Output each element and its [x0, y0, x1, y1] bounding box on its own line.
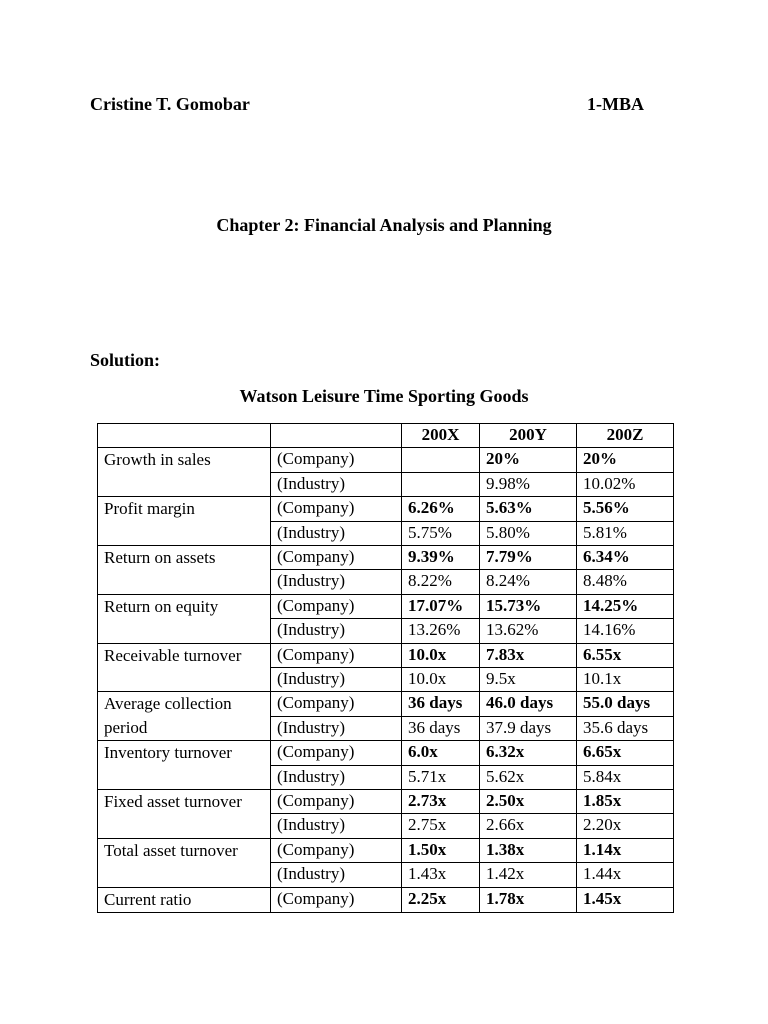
industry-value-cell: 37.9 days: [480, 716, 577, 741]
industry-value-cell: 1.43x: [402, 863, 480, 887]
company-value-cell: 6.34%: [577, 545, 674, 569]
source-label-company: (Company): [271, 497, 402, 521]
company-value-cell: 17.07%: [402, 594, 480, 618]
table-body: [98, 448, 674, 912]
company-value-cell: 1.78x: [480, 887, 577, 912]
company-value-cell: 1.85x: [577, 790, 674, 814]
industry-value-cell: 9.5x: [480, 667, 577, 691]
industry-value-cell: 8.48%: [577, 570, 674, 594]
company-value-cell: 36 days: [402, 692, 480, 717]
source-label-industry: (Industry): [271, 570, 402, 594]
table-title: Watson Leisure Time Sporting Goods: [239, 386, 529, 406]
company-value-cell: 10.0x: [402, 643, 480, 667]
industry-value-cell: 1.42x: [480, 863, 577, 887]
industry-value-cell: 13.26%: [402, 619, 480, 643]
source-label-company: (Company): [271, 692, 402, 717]
company-value-cell: 6.32x: [480, 741, 577, 765]
industry-value-cell: 5.81%: [577, 521, 674, 545]
industry-value-cell: 36 days: [402, 716, 480, 741]
table-row-company: [98, 838, 674, 862]
metric-label: Total asset turnover: [98, 838, 271, 887]
source-label-industry: (Industry): [271, 667, 402, 691]
header-year-cell: 200Z: [577, 424, 674, 448]
company-value-cell: 7.79%: [480, 545, 577, 569]
company-value-cell: 1.38x: [480, 838, 577, 862]
industry-value-cell: 5.84x: [577, 765, 674, 789]
company-value-cell: [402, 448, 480, 472]
header-source-cell: [271, 424, 402, 448]
industry-value-cell: 5.71x: [402, 765, 480, 789]
source-label-company: (Company): [271, 741, 402, 765]
industry-value-cell: 9.98%: [480, 472, 577, 496]
industry-value-cell: 35.6 days: [577, 716, 674, 741]
header-year-cell: 200X: [402, 424, 480, 448]
industry-value-cell: 5.75%: [402, 521, 480, 545]
chapter-title: Chapter 2: Financial Analysis and Planning: [216, 215, 552, 235]
metric-label: Average collection period: [98, 692, 271, 741]
company-value-cell: 14.25%: [577, 594, 674, 618]
company-value-cell: 6.26%: [402, 497, 480, 521]
metric-label: Profit margin: [98, 497, 271, 546]
industry-value-cell: [402, 472, 480, 496]
company-value-cell: 6.55x: [577, 643, 674, 667]
metric-label: Growth in sales: [98, 448, 271, 497]
source-label-industry: (Industry): [271, 863, 402, 887]
industry-value-cell: 1.44x: [577, 863, 674, 887]
company-value-cell: 2.73x: [402, 790, 480, 814]
industry-value-cell: 5.80%: [480, 521, 577, 545]
source-label-industry: (Industry): [271, 765, 402, 789]
company-value-cell: 55.0 days: [577, 692, 674, 717]
source-label-industry: (Industry): [271, 716, 402, 741]
company-value-cell: 1.50x: [402, 838, 480, 862]
company-value-cell: 2.25x: [402, 887, 480, 912]
industry-value-cell: 10.02%: [577, 472, 674, 496]
table-row-company: [98, 594, 674, 618]
table-row-company: [98, 887, 674, 912]
industry-value-cell: 13.62%: [480, 619, 577, 643]
industry-value-cell: 14.16%: [577, 619, 674, 643]
metric-label: Inventory turnover: [98, 741, 271, 790]
header-year-cell: 200Y: [480, 424, 577, 448]
source-label-company: (Company): [271, 790, 402, 814]
industry-value-cell: 2.20x: [577, 814, 674, 838]
company-value-cell: 46.0 days: [480, 692, 577, 717]
source-label-industry: (Industry): [271, 814, 402, 838]
industry-value-cell: 5.62x: [480, 765, 577, 789]
source-label-company: (Company): [271, 594, 402, 618]
company-value-cell: 7.83x: [480, 643, 577, 667]
source-label-company: (Company): [271, 643, 402, 667]
source-label-industry: (Industry): [271, 472, 402, 496]
industry-value-cell: 2.66x: [480, 814, 577, 838]
source-label-company: (Company): [271, 545, 402, 569]
industry-value-cell: 10.0x: [402, 667, 480, 691]
company-value-cell: 6.65x: [577, 741, 674, 765]
company-value-cell: 6.0x: [402, 741, 480, 765]
industry-value-cell: 8.22%: [402, 570, 480, 594]
metric-label: Return on assets: [98, 545, 271, 594]
metric-label: Return on equity: [98, 594, 271, 643]
company-value-cell: 20%: [480, 448, 577, 472]
table-row-company: [98, 497, 674, 521]
company-value-cell: 9.39%: [402, 545, 480, 569]
industry-value-cell: 2.75x: [402, 814, 480, 838]
table-row-company: [98, 790, 674, 814]
table-row-company: [98, 448, 674, 472]
company-value-cell: 20%: [577, 448, 674, 472]
metric-label: Fixed asset turnover: [98, 790, 271, 839]
company-value-cell: 5.56%: [577, 497, 674, 521]
solution-label: Solution:: [90, 350, 161, 370]
table-row-company: [98, 692, 674, 717]
company-value-cell: 1.45x: [577, 887, 674, 912]
source-label-industry: (Industry): [271, 521, 402, 545]
course-label: 1-MBA: [587, 94, 644, 114]
industry-value-cell: 10.1x: [577, 667, 674, 691]
header-metric-cell: [98, 424, 271, 448]
company-value-cell: 15.73%: [480, 594, 577, 618]
metric-label: Receivable turnover: [98, 643, 271, 692]
author-name: Cristine T. Gomobar: [90, 94, 250, 114]
source-label-company: (Company): [271, 887, 402, 912]
table-row-company: [98, 741, 674, 765]
table-row-company: [98, 643, 674, 667]
metric-label: Current ratio: [98, 887, 271, 912]
source-label-company: (Company): [271, 448, 402, 472]
industry-value-cell: 8.24%: [480, 570, 577, 594]
source-label-company: (Company): [271, 838, 402, 862]
company-value-cell: 2.50x: [480, 790, 577, 814]
company-value-cell: 1.14x: [577, 838, 674, 862]
company-value-cell: 5.63%: [480, 497, 577, 521]
table-header-row: [98, 424, 674, 448]
ratio-table: [97, 423, 674, 913]
table-row-company: [98, 545, 674, 569]
source-label-industry: (Industry): [271, 619, 402, 643]
